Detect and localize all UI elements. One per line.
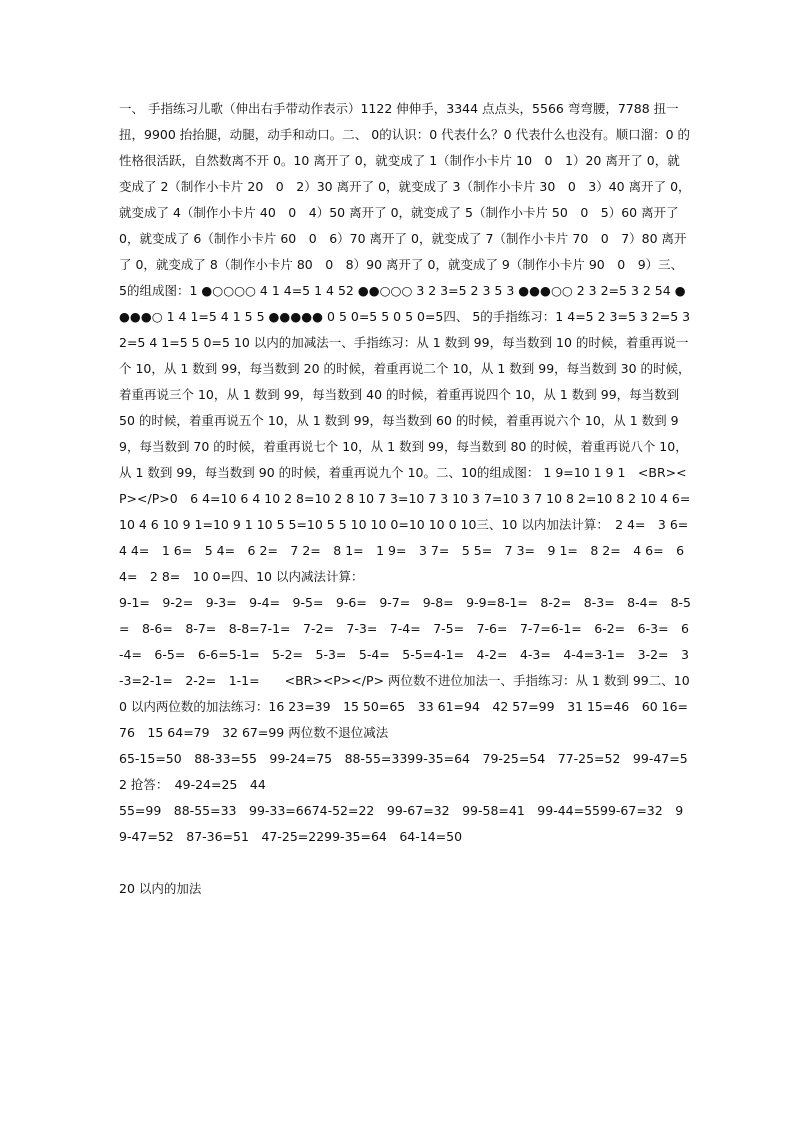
- document-body: [119, 96, 701, 902]
- paragraph-two-digit-subtraction: 65-15=50 88-33=55 99-24=75 88-55=3399-35=64 79-25=54 77-25=52 99-47=52 抢答： 49-24=25 44: [119, 751, 688, 792]
- paragraph-two-digit-continued: 55=99 88-55=33 99-33=6674-52=22 99-67=32 99-58=41 99-44=5599-67=32 99-47=52 87-36=51 47-25=2299-35=64 64-14=50: [119, 803, 684, 844]
- paragraph-main: 一、 手指练习儿歌（伸出右手带动作表示）1122 伸伸手，3344 点点头，5566 弯弯腰，7788 扭一扭，9900 抬抬腿，动腿，动手和动口。二、 0的认识：0 代表什么？0 代表什么也没有。顺口溜：0 的性格很活跃，自然数离不开 0。10 离开了 0，就变成了 1（制作小卡片 10 0 1）20 离开了 0，就变成了 2（制作小卡片 20 0 2）30 离开了 0，就变成了 3（制作小卡片 30 0 3）40 离开了 0，就变成了 4（制作小卡片 40 0 4）50 离开了 0，就变成了 5（制作小卡片 50 0 5）60 离开了 0，就变成了 6（制作小卡片 60 0 6）70 离开了 0，就变成了 7（制作小卡片 70 0 7）80 离开了 0，就变成了 8（制作小卡片 80 0 8）90 离开了 0，就变成了 9（制作小卡片 90 0 9）三、 5的组成图：1 ●○○○○ 4 1 4=5 1 4 52 ●●○○○ 3 2 3=5 2 3 5 3 ●●●○○ 2 3 2=5 3 2 54 ●●●●○ 1 4 1=5 4 1 5 5 ●●●●● 0 5 0=5 5 0 5 0=5四、 5的手指练习：1 4=5 2 3=5 3 2=5 3 2=5 4 1=5 5 0=5 10 以内的加减法一、手指练习：从 1 数到 99，每当数到 10 的时候，着重再说一个 10，从 1 数到 99，每当数到 20 的时候，着重再说二个 10，从 1 数到 99，每当数到 30 的时候，着重再说三个 10，从 1 数到 99，每当数到 40 的时候，着重再说四个 10，从 1 数到 99，每当数到 50 的时候，着重再说五个 10，从 1 数到 99，每当数到 60 的时候，着重再说六个 10，从 1 数到 99，每当数到 70 的时候，着重再说七个 10，从 1 数到 99，每当数到 80 的时候，着重再说八个 10，从 1 数到 99，每当数到 90 的时候，着重再说九个 10。二、10的组成图： 1 9=10 1 9 1 <BR><P></P>0 6 4=10 6 4 10 2 8=10 2 8 10 7 3=10 7 3 10 3 7=10 3 7 10 8 2=10 8 2 10 4 6=10 4 6 10 9 1=10 9 1 10 5 5=10 5 5 10 10 0=10 10 0 10三、10 以内加法计算： 2 4= 3 6= 4 4= 1 6= 5 4= 6 2= 7 2= 8 1= 1 9= 3 7= 5 5= 7 3= 9 1= 8 2= 4 6= 6 4= 2 8= 10 0=四、10 以内减法计算：: [119, 101, 701, 584]
- paragraph-subtraction: 9-1= 9-2= 9-3= 9-4= 9-5= 9-6= 9-7= 9-8= 9-9=8-1= 8-2= 8-3= 8-4= 8-5= 8-6= 8-7= 8-8=7-1= 7-2= 7-3= 7-4= 7-5= 7-6= 7-7=6-1= 6-2= 6-3= 6-4= 6-5= 6-6=5-1= 5-2= 5-3= 5-4= 5-5=4-1= 4-2= 4-3= 4-4=3-1= 3-2= 3-3=2-1= 2-2= 1-1= <BR><P></P> 两位数不进位加法一、手指练习：从 1 数到 99二、100 以内两位数的加法练习：16 23=39 15 50=65 33 61=94 42 57=99 31 15=46 60 16=76 15 64=79 32 67=99 两位数不退位减法: [119, 595, 691, 740]
- section-heading-addition-within-20: 20 以内的加法: [119, 881, 202, 896]
